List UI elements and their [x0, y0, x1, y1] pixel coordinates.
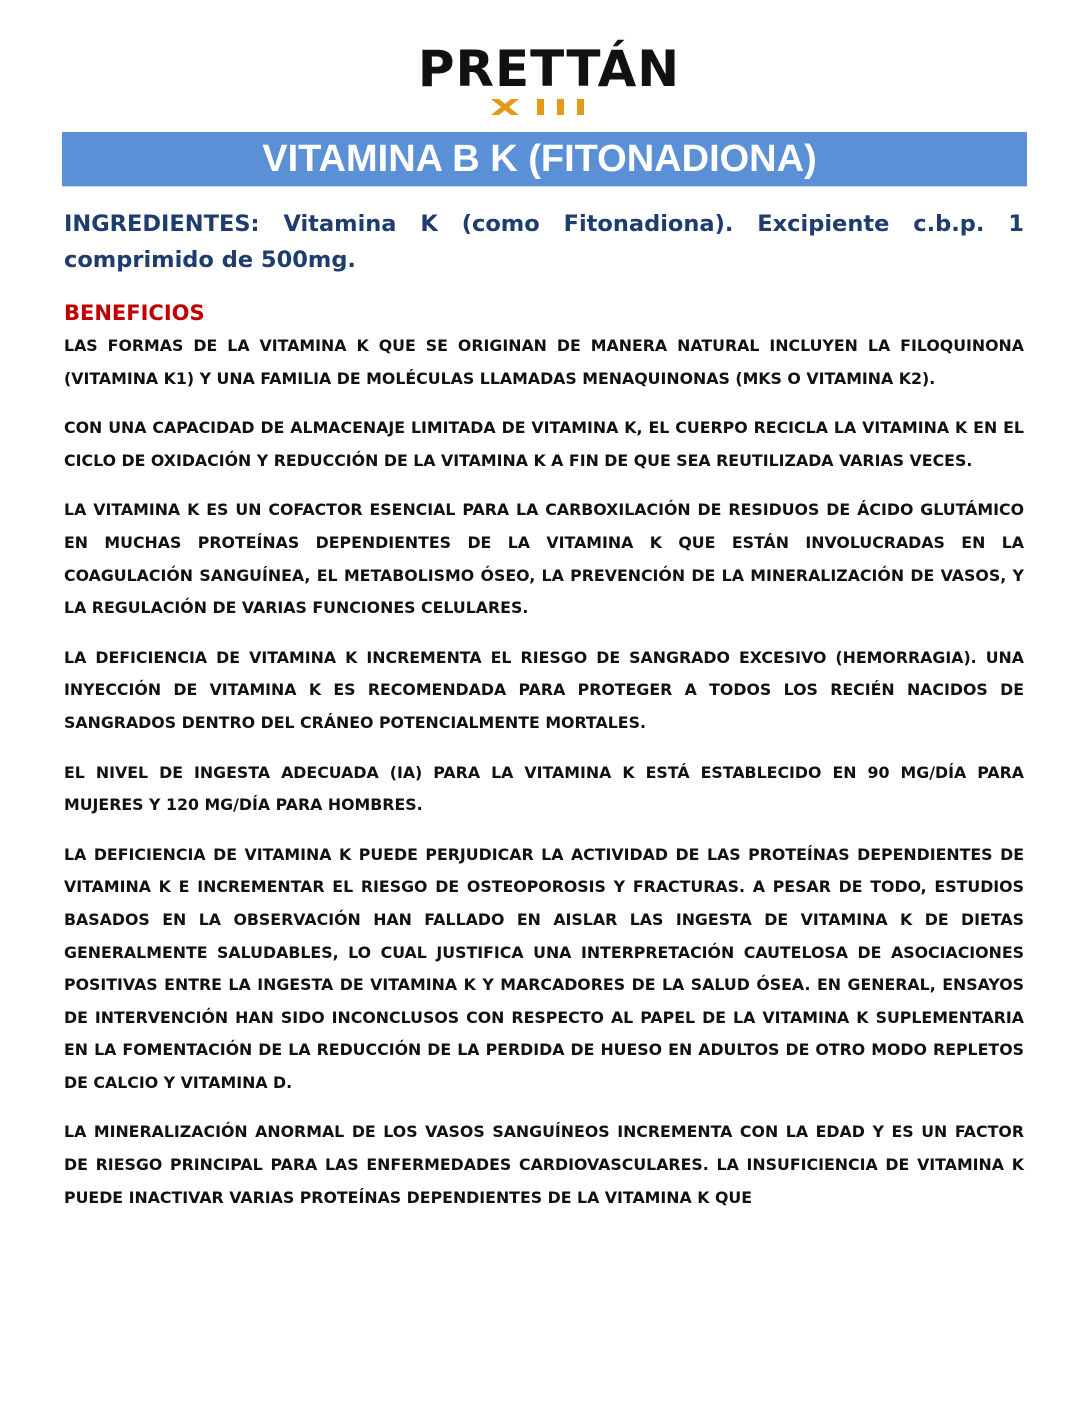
benefit-paragraph: LAS FORMAS DE LA VITAMINA K QUE SE ORIGINAN DE MANERA NATURAL INCLUYEN LA FILOQUINONA (VITAMINA K1) Y UNA FAMILIA DE MOLÉCULAS LLAMADAS MENAQUINONAS (MKS O VITAMINA K2).	[64, 336, 1024, 388]
ingredients-text: Vitamina K (como Fitonadiona). Excipiente c.b.p. 1 comprimido de 500mg.	[64, 211, 1024, 273]
benefit-paragraph: CON UNA CAPACIDAD DE ALMACENAJE LIMITADA DE VITAMINA K, EL CUERPO RECICLA LA VITAMINA K EN EL CICLO DE OXIDACIÓN Y REDUCCIÓN DE LA VITAMINA K A FIN DE QUE SEA REUTILIZADA VARIAS VECES.	[64, 418, 1024, 470]
benefit-paragraph: LA DEFICIENCIA DE VITAMINA K INCREMENTA EL RIESGO DE SANGRADO EXCESIVO (HEMORRAGIA). UNA INYECCIÓN DE VITAMINA K ES RECOMENDADA PARA PROTEGER A TODOS LOS RECIÉN NACIDOS DE SANGRADOS DENTRO DEL CRÁNEO POTENCIALMENTE MORTALES.	[64, 647, 1024, 732]
benefits-heading: BENEFICIOS	[64, 301, 205, 325]
brand-name: PRETTÁN	[417, 40, 681, 98]
title-banner	[62, 132, 1027, 187]
roman-numeral-xiii-logo	[489, 96, 599, 118]
benefit-paragraph: EL NIVEL DE INGESTA ADECUADA (IA) PARA LA VITAMINA K ESTÁ ESTABLECIDO EN 90 MG/DÍA PARA MUJERES Y 120 MG/DÍA PARA HOMBRES.	[64, 762, 1024, 815]
ingredients-label: INGREDIENTES:	[64, 211, 260, 237]
benefit-paragraph: LA VITAMINA K ES UN COFACTOR ESENCIAL PARA LA CARBOXILACIÓN DE RESIDUOS DE ÁCIDO GLUTÁMICO EN MUCHAS PROTEÍNAS DEPENDIENTES DE LA VITAMINA K QUE ESTÁN INVOLUCRADAS EN LA COAGULACIÓN SANGUÍNEA, EL METABOLISMO ÓSEO, LA PREVENCIÓN DE LA MINERALIZACIÓN DE VASOS, Y LA REGULACIÓN DE VARIAS FUNCIONES CELULARES.	[64, 500, 1024, 618]
ingredients-block	[64, 206, 1024, 278]
benefit-paragraph: LA DEFICIENCIA DE VITAMINA K PUEDE PERJUDICAR LA ACTIVIDAD DE LAS PROTEÍNAS DEPENDIENTES DE VITAMINA K E INCREMENTAR EL RIESGO DE OSTEOPOROSIS Y FRACTURAS. A PESAR DE TODO, ESTUDIOS BASADOS EN LA OBSERVACIÓN HAN FALLADO EN AISLAR LAS INGESTA DE VITAMINA K DE DIETAS GENERALMENTE SALUDABLES, LO CUAL JUSTIFICA UNA INTERPRETACIÓN CAUTELOSA DE ASOCIACIONES POSITIVAS ENTRE LA INGESTA DE VITAMINA K Y MARCADORES DE LA SALUD ÓSEA. EN GENERAL, ENSAYOS DE INTERVENCIÓN HAN SIDO INCONCLUSOS CON RESPECTO AL PAPEL DE LA VITAMINA K SUPLEMENTARIA EN LA FOMENTACIÓN DE LA REDUCCIÓN DE LA PERDIDA DE HUESO EN ADULTOS DE OTRO MODO REPLETOS DE CALCIO Y VITAMINA D.	[64, 844, 1024, 1092]
page-title: VITAMINA B K (FITONADIONA)	[262, 138, 817, 180]
brand-logo	[0, 38, 1088, 128]
benefit-paragraph: LA MINERALIZACIÓN ANORMAL DE LOS VASOS SANGUÍNEOS INCREMENTA CON LA EDAD Y ES UN FACTOR DE RIESGO PRINCIPAL PARA LAS ENFERMEDADES CARDIOVASCULARES. LA INSUFICIENCIA DE VITAMINA K PUEDE INACTIVAR VARIAS PROTEÍNAS DEPENDIENTES DE LA VITAMINA K QUE	[64, 1122, 1024, 1207]
brand-sub-logo	[0, 96, 1088, 118]
document-body	[64, 206, 1024, 1231]
